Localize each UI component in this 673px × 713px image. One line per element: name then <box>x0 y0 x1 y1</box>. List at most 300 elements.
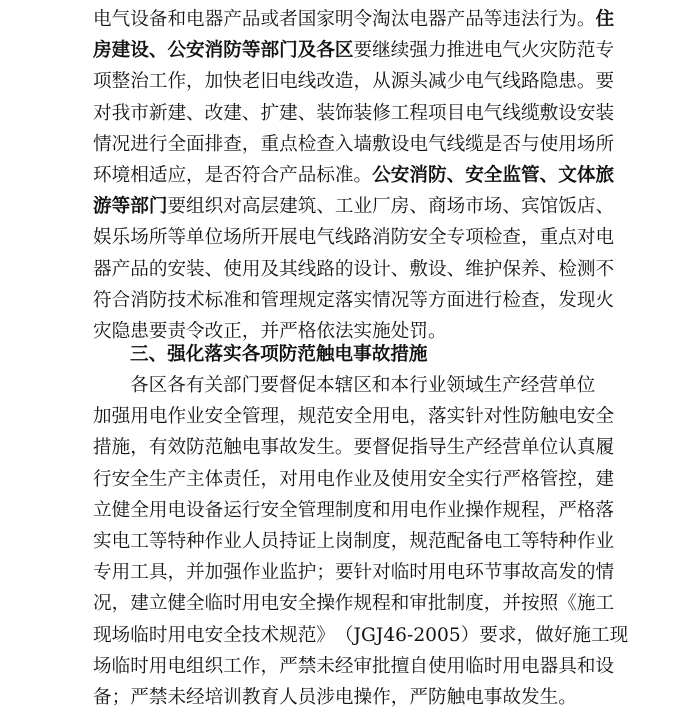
text-char: 节 <box>483 562 503 584</box>
text-char: 专 <box>595 40 615 62</box>
text-char: 旧 <box>260 71 280 93</box>
text-char: 敷 <box>409 258 428 280</box>
text-char: 使 <box>539 133 559 155</box>
text-char: 的 <box>148 258 168 280</box>
text-char: 标 <box>316 165 335 186</box>
text-char: 织 <box>204 655 224 677</box>
text-char: 配 <box>446 531 466 552</box>
text-char: 用 <box>502 655 522 677</box>
text-char: 管 <box>539 468 559 490</box>
text-char: 气 <box>427 133 447 155</box>
text-char: 重 <box>260 133 280 155</box>
text-char: 设 <box>595 655 615 677</box>
text-char: 立 <box>93 499 112 521</box>
text-char: 度 <box>353 499 373 521</box>
text-char: 其 <box>279 258 298 280</box>
text-char: 督 <box>278 375 298 396</box>
text-char: 促 <box>297 375 317 396</box>
text-char: 单 <box>558 375 577 396</box>
text-char: 操 <box>316 593 335 615</box>
text-char: 程 <box>409 102 428 124</box>
text-char: 线 <box>446 133 466 155</box>
text-char: ） <box>460 624 480 646</box>
text-char: 作 <box>334 593 354 615</box>
text-char: 制 <box>334 499 354 521</box>
text-char: 程 <box>372 593 391 615</box>
text-char: 行 <box>483 468 503 490</box>
text-char: 备 <box>93 687 112 708</box>
text-char: 加 <box>204 71 224 93</box>
text-char: 生 <box>446 437 466 459</box>
text-char: 消 <box>204 40 224 62</box>
text-char: 项 <box>465 227 484 249</box>
text-char: 施 <box>572 624 591 646</box>
text-char: 线 <box>502 102 522 124</box>
text-char: 电 <box>465 102 484 124</box>
text-char: ， <box>516 624 536 646</box>
text-char: 电 <box>558 406 577 428</box>
text-char: 源 <box>390 71 410 93</box>
text-char: 计 <box>372 258 391 280</box>
text-char: 严 <box>558 499 577 521</box>
text-char: 气 <box>483 102 503 124</box>
text-char: 要 <box>353 437 373 459</box>
text-char: 作 <box>167 406 187 428</box>
text-char: 、 <box>204 258 224 280</box>
text-char: 作 <box>427 499 447 521</box>
text-char: ； <box>316 562 335 584</box>
text-char: 规 <box>297 289 317 311</box>
text-char: 电 <box>483 531 503 552</box>
text-char: 经 <box>520 375 540 396</box>
text-char: 健 <box>111 499 131 521</box>
text-char: 、 <box>390 258 410 280</box>
text-char: 电 <box>465 687 484 708</box>
text-char: 与 <box>521 133 540 155</box>
text-char: 使 <box>427 655 447 677</box>
text-char: 产 <box>465 437 484 459</box>
text-char: 持 <box>279 531 298 552</box>
text-char: 具 <box>558 655 577 677</box>
text-char: 护 <box>483 258 503 280</box>
text-char: 场 <box>483 196 503 218</box>
text-char: 所 <box>241 227 261 249</box>
text-char: 安 <box>427 468 447 490</box>
text-char: 装 <box>595 102 615 124</box>
text-char: 气 <box>111 9 131 30</box>
text-char: 行 <box>93 468 112 490</box>
text-char: 组 <box>186 655 205 677</box>
text-char: 部 <box>130 196 149 218</box>
text-char: 产 <box>167 468 187 490</box>
text-line <box>93 651 615 682</box>
text-char: 作 <box>483 499 503 521</box>
text-char: 整 <box>111 71 131 93</box>
text-char: 实 <box>353 321 373 342</box>
text-line <box>93 432 615 463</box>
text-char: 按 <box>521 593 540 615</box>
text-line <box>93 4 615 35</box>
text-char: 方 <box>427 289 447 311</box>
text-char: 操 <box>353 687 373 708</box>
text-char: 要 <box>595 71 615 93</box>
text-char: 针 <box>353 562 373 584</box>
text-char: 面 <box>186 133 205 155</box>
text-char: 进 <box>465 40 484 62</box>
text-char: 部 <box>223 375 242 396</box>
text-char: 展 <box>279 227 298 249</box>
text-char: 规 <box>409 531 428 552</box>
text-char: 安 <box>167 258 187 280</box>
text-char: 要 <box>167 196 187 218</box>
text-char: 教 <box>241 687 261 708</box>
text-char: 管 <box>521 165 540 186</box>
text-char: 防 <box>148 289 168 311</box>
text-char: 。 <box>334 437 354 459</box>
text-char: 临 <box>465 655 484 677</box>
text-line <box>93 620 629 651</box>
text-char: 备 <box>204 499 224 521</box>
text-char: 产 <box>223 9 242 30</box>
text-char: 法 <box>521 9 540 30</box>
text-char: 高 <box>241 196 261 218</box>
text-char: 好 <box>553 624 573 646</box>
text-char: 继 <box>372 40 391 62</box>
text-char: 、 <box>446 165 466 186</box>
text-char: 项 <box>427 102 447 124</box>
text-char: 管 <box>297 499 317 521</box>
text-char: 设 <box>427 258 447 280</box>
text-char: 防 <box>223 40 242 62</box>
text-char: 项 <box>93 71 112 93</box>
text-char: 房 <box>93 40 112 62</box>
text-char: 岗 <box>334 531 354 552</box>
text-char: 和 <box>167 9 187 30</box>
text-char: 位 <box>576 375 596 396</box>
text-char: 等 <box>483 9 503 30</box>
text-char: 缆 <box>521 102 540 124</box>
text-char: 场 <box>446 196 466 218</box>
text-char: 用 <box>111 562 131 584</box>
text-char: 上 <box>316 531 335 552</box>
text-char: 促 <box>390 437 410 459</box>
text-char: 具 <box>148 562 168 584</box>
text-char: 新 <box>148 102 168 124</box>
text-char: 公 <box>167 40 187 62</box>
text-char: 对 <box>223 196 242 218</box>
text-line <box>93 66 615 97</box>
text-char: 实 <box>446 406 466 428</box>
text-char: 员 <box>297 687 317 708</box>
text-char: 电 <box>260 593 280 615</box>
text-char: - <box>407 624 414 646</box>
text-char: 防 <box>186 437 205 459</box>
text-char: 检 <box>297 133 317 155</box>
text-char: 电 <box>297 227 317 249</box>
text-char: 或 <box>260 9 280 30</box>
text-char: 未 <box>167 687 187 708</box>
text-char: 全 <box>353 406 373 428</box>
text-char: 业 <box>427 375 447 396</box>
text-char: 技 <box>241 624 261 646</box>
text-char: 电 <box>279 71 298 93</box>
text-char: 指 <box>409 437 428 459</box>
text-char: 安 <box>465 165 484 186</box>
text-char: 器 <box>539 655 559 677</box>
text-char: 路 <box>353 227 373 249</box>
text-char: 品 <box>297 165 317 186</box>
text-char: 测 <box>576 258 596 280</box>
text-char: 辖 <box>334 375 354 396</box>
text-char: 加 <box>204 562 224 584</box>
text-char: 行 <box>241 499 261 521</box>
text-char: 技 <box>167 289 187 311</box>
text-char: 行 <box>483 289 503 311</box>
text-char: 对 <box>279 468 298 490</box>
text-char: 商 <box>427 196 447 218</box>
text-char: 电 <box>241 437 261 459</box>
text-char: ， <box>130 437 149 459</box>
text-char: 落 <box>427 406 447 428</box>
text-char: 隐 <box>539 71 559 93</box>
text-char: 种 <box>186 531 205 552</box>
text-char: 0 <box>425 624 437 646</box>
text-char: 6 <box>395 624 408 646</box>
text-char: 工 <box>223 655 242 677</box>
text-line <box>93 557 615 588</box>
text-char: 行 <box>148 133 168 155</box>
text-char: 针 <box>465 406 484 428</box>
text-char: 强 <box>409 40 428 62</box>
text-char: 要 <box>260 375 279 396</box>
text-char: 对 <box>93 102 112 124</box>
text-char: 准 <box>334 165 354 186</box>
text-char: 施 <box>111 437 131 459</box>
text-char: 电 <box>186 9 205 30</box>
text-char: 区 <box>148 375 168 396</box>
text-char: 法 <box>334 321 354 342</box>
text-char: 场 <box>576 133 596 155</box>
text-char: 。 <box>558 687 577 708</box>
text-char: 度 <box>372 531 391 552</box>
text-char: 批 <box>427 593 447 615</box>
text-char: 安 <box>260 499 280 521</box>
text-char: 本 <box>390 375 410 396</box>
text-char: 改 <box>316 71 335 93</box>
text-char: 器 <box>204 9 224 30</box>
text-line <box>93 254 615 285</box>
text-char: 工 <box>502 531 522 552</box>
text-char: 各 <box>130 375 149 396</box>
text-char: 经 <box>483 437 503 459</box>
text-char: 制 <box>353 531 373 552</box>
text-char: ， <box>576 468 596 490</box>
text-char: 5 <box>448 624 461 646</box>
text-char: ， <box>539 499 559 521</box>
text-char: 线 <box>297 71 317 93</box>
text-char: 发 <box>521 687 540 708</box>
text-char: ， <box>483 593 503 615</box>
text-char: 管 <box>241 406 261 428</box>
text-char: 导 <box>427 437 447 459</box>
text-char: 点 <box>279 133 298 155</box>
text-char: 为 <box>558 9 577 30</box>
text-char: 实 <box>93 531 112 552</box>
text-char: 本 <box>316 375 335 396</box>
text-line <box>93 495 615 526</box>
text-char: 和 <box>241 289 261 311</box>
text-char: 设 <box>390 133 410 155</box>
text-char: 的 <box>576 562 596 584</box>
text-char: 令 <box>353 9 373 30</box>
text-char: 防 <box>558 40 577 62</box>
text-char: 场 <box>111 624 131 646</box>
text-char: 电 <box>595 227 615 249</box>
text-line <box>93 526 615 557</box>
text-char: 工 <box>390 102 410 124</box>
text-char: 住 <box>595 9 615 30</box>
text-char: 、 <box>148 40 168 62</box>
text-char: ， <box>260 655 280 677</box>
text-char: 汰 <box>390 9 410 30</box>
text-char: 缆 <box>465 133 484 155</box>
text-char: 维 <box>465 258 484 280</box>
text-char: 业 <box>595 531 615 552</box>
text-char: 涉 <box>316 687 335 708</box>
text-char: 电 <box>409 499 428 521</box>
text-char: 备 <box>465 531 484 552</box>
text-char: 安 <box>204 406 224 428</box>
text-char: 装 <box>353 102 373 124</box>
text-char: 批 <box>372 655 391 677</box>
text-char: 器 <box>93 258 112 280</box>
text-char: 严 <box>502 468 522 490</box>
text-char: 操 <box>465 499 484 521</box>
text-char: 组 <box>186 196 205 218</box>
text-char: 真 <box>576 437 596 459</box>
text-char: 推 <box>446 40 466 62</box>
text-char: 和 <box>390 593 410 615</box>
text-char: 。 <box>427 321 447 342</box>
text-char: 准 <box>223 289 242 311</box>
text-char: 格 <box>297 321 317 342</box>
text-char: 火 <box>521 40 540 62</box>
text-char: 体 <box>204 468 224 490</box>
text-char: 厂 <box>372 196 391 218</box>
text-line <box>93 191 615 222</box>
text-char: 理 <box>316 499 335 521</box>
text-char: 度 <box>465 593 484 615</box>
text-char: ， <box>539 289 559 311</box>
text-char: 范 <box>204 437 224 459</box>
text-char: 及 <box>372 468 391 490</box>
text-char: 》 <box>316 624 335 646</box>
text-char: 证 <box>297 531 317 552</box>
text-char: 工 <box>130 562 149 584</box>
text-char: 对 <box>576 227 596 249</box>
text-char: 单 <box>186 227 205 249</box>
text-char: 领 <box>446 375 465 396</box>
text-char: 旅 <box>595 165 615 186</box>
text-char: 开 <box>260 227 280 249</box>
text-char: 查 <box>223 133 242 155</box>
text-char: 产 <box>502 375 521 396</box>
text-char: 安 <box>186 40 205 62</box>
text-char: 实 <box>353 289 373 311</box>
text-char: ， <box>111 593 131 615</box>
text-char: 责 <box>223 468 242 490</box>
text-char: 特 <box>539 531 559 552</box>
text-char: 等 <box>241 40 261 62</box>
text-char: 任 <box>241 468 261 490</box>
text-char: 是 <box>204 165 224 186</box>
text-char: 入 <box>334 133 354 155</box>
text-char: （ <box>334 624 354 646</box>
text-char: 令 <box>186 321 205 342</box>
text-char: 并 <box>186 562 205 584</box>
text-char: 保 <box>502 258 522 280</box>
text-char: ， <box>241 321 261 342</box>
text-char: 和 <box>371 375 391 396</box>
text-char: 电 <box>316 468 335 490</box>
text-char: 用 <box>297 468 317 490</box>
text-char: 各 <box>316 40 335 62</box>
text-char: 国 <box>297 9 317 30</box>
text-char: 、 <box>539 258 559 280</box>
text-char: 全 <box>595 406 615 428</box>
text-char: 全 <box>427 227 447 249</box>
text-char: 故 <box>279 437 298 459</box>
text-char: 文 <box>558 165 577 186</box>
text-char: 层 <box>260 196 280 218</box>
text-char: 目 <box>446 102 466 124</box>
text-char: 安 <box>576 102 596 124</box>
text-char: 查 <box>502 227 522 249</box>
text-char: 时 <box>409 562 428 584</box>
text-char: 现 <box>93 624 112 646</box>
text-char: 所 <box>148 227 168 249</box>
text-char: 建 <box>223 102 242 124</box>
text-char: 情 <box>595 562 615 584</box>
text-char: 对 <box>372 562 391 584</box>
text-char: 改 <box>204 321 224 342</box>
text-char: 安 <box>111 468 131 490</box>
text-char: 应 <box>167 165 187 186</box>
text-char: 临 <box>204 593 224 615</box>
text-char: 织 <box>204 196 224 218</box>
text-char: 实 <box>465 468 484 490</box>
text-line <box>93 160 615 191</box>
text-char: 设 <box>353 258 373 280</box>
text-char: 标 <box>204 289 224 311</box>
text-char: 否 <box>223 165 242 186</box>
text-char: 安 <box>279 593 298 615</box>
text-char: 路 <box>316 258 335 280</box>
text-char: 适 <box>148 165 168 186</box>
text-line <box>93 129 615 160</box>
text-char: 品 <box>465 9 484 30</box>
text-char: 用 <box>130 406 149 428</box>
text-char: 范 <box>576 40 596 62</box>
text-char: 公 <box>372 165 391 186</box>
text-char: 认 <box>558 437 577 459</box>
text-char: 环 <box>465 562 484 584</box>
text-char: 建 <box>279 196 298 218</box>
text-char: 用 <box>427 562 447 584</box>
text-char: 品 <box>241 9 261 30</box>
text-char: 是 <box>483 133 503 155</box>
text-char: 敷 <box>372 133 391 155</box>
